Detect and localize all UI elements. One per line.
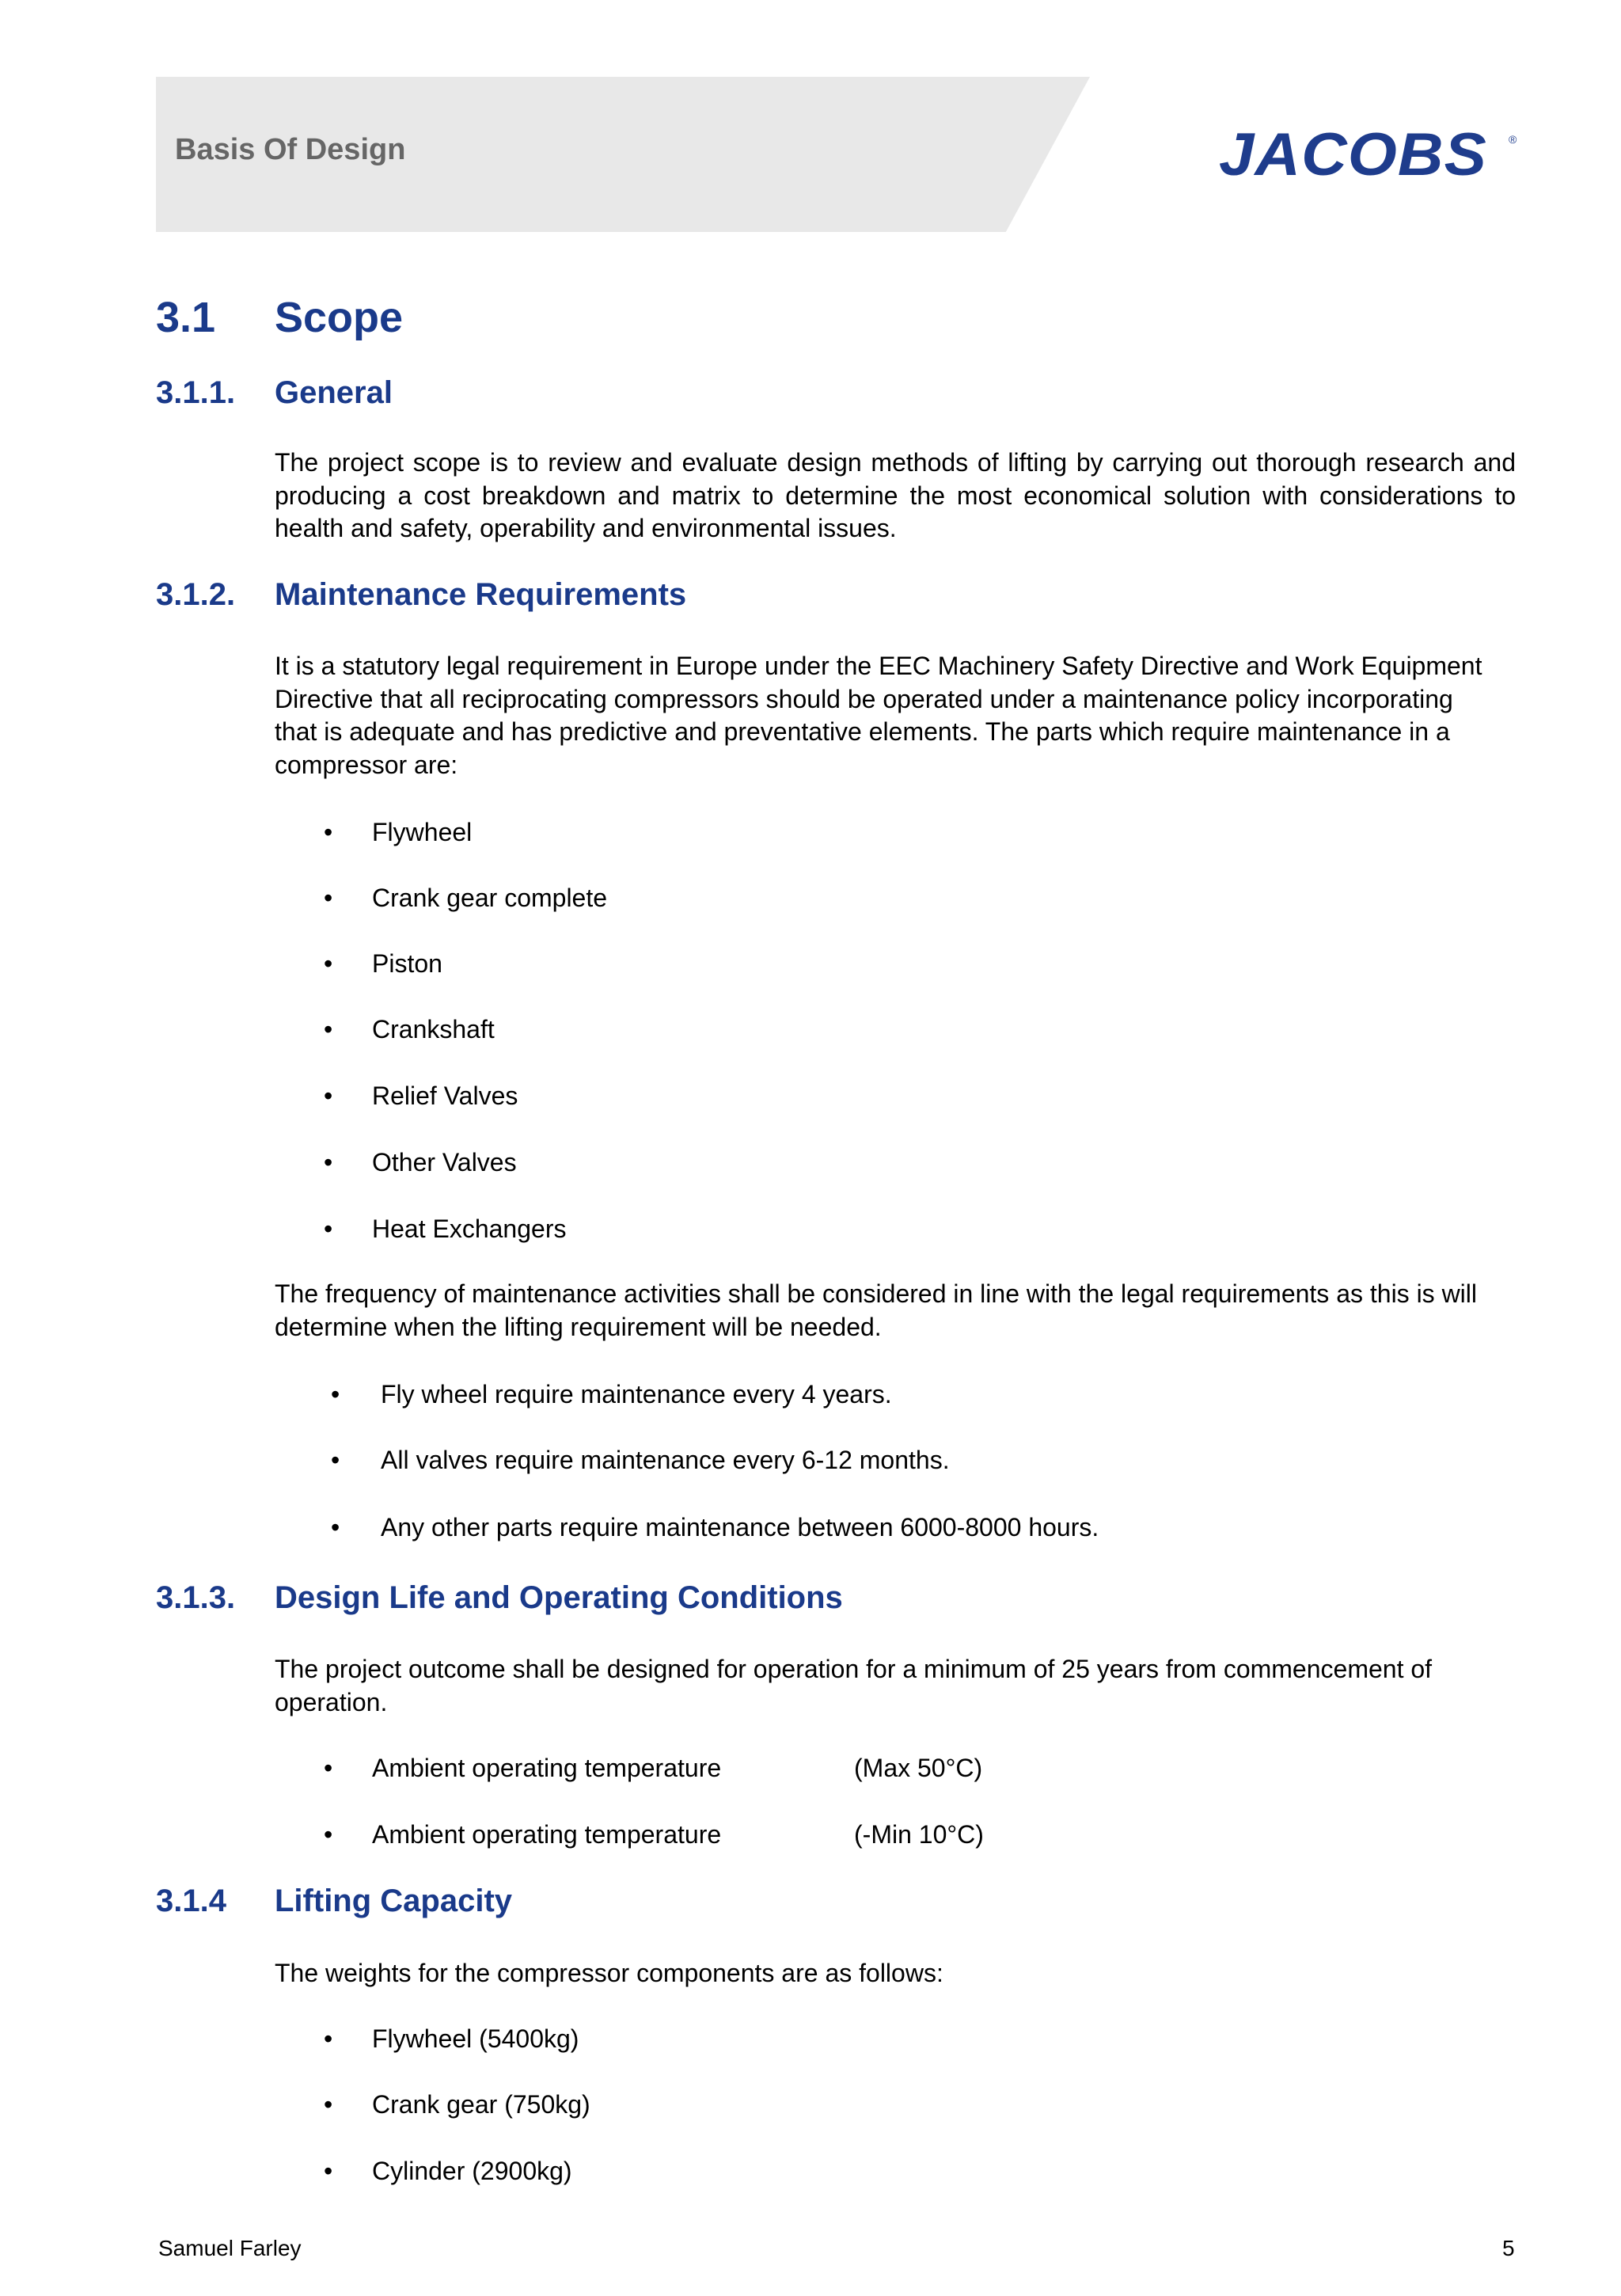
general-paragraph: The project scope is to review and evaluate design methods of lifting by carrying out thorough research and producing a cost breakdown and matrix to determine the most economical solution with considerations to health and safety, operability and environmental issues. — [275, 448, 1516, 542]
bullet-icon: • — [324, 1015, 333, 1043]
bullet-icon: • — [324, 2024, 333, 2053]
bullet-icon: • — [331, 1446, 340, 1474]
bullet-icon: • — [324, 2157, 333, 2185]
bullet-icon: • — [324, 818, 333, 846]
section-heading — [156, 293, 403, 342]
bullet-icon: • — [324, 949, 333, 978]
bullet-icon: • — [331, 1380, 340, 1408]
section-number: 3.1 — [156, 294, 216, 341]
bullet-icon: • — [324, 2090, 333, 2119]
bullet-icon: • — [324, 1215, 333, 1243]
bullet-icon: • — [324, 884, 333, 912]
bullet-icon: • — [331, 1513, 340, 1541]
design-life-number: 3.1.3. — [156, 1580, 236, 1615]
maintenance-frequency: The frequency of maintenance activities shall be considered in line with the legal requirements as this is will determine when the lifting requirement will be needed. — [275, 1279, 1477, 1341]
lifting-paragraph: The weights for the compressor components are as follows: — [275, 1959, 943, 1987]
bullet-icon: • — [324, 1754, 333, 1782]
maintenance-intro: It is a statutory legal requirement in Europe under the EEC Machinery Safety Directive and Work Equipment Directive that all reciprocating compressors should be operated under a maintenance policy incorporating that is adequate and has predictive and preventative elements. The parts which require maintenance in a compressor are: — [275, 652, 1482, 779]
section-title: Scope — [275, 294, 404, 341]
maintenance-number: 3.1.2. — [156, 577, 236, 612]
footer-page-number: 5 — [1502, 2236, 1515, 2260]
logo-registered-mark: ® — [1509, 133, 1517, 146]
design-life-paragraph: The project outcome shall be designed for operation for a minimum of 25 years from commencement of operation. — [275, 1655, 1433, 1716]
general-title: General — [275, 375, 393, 410]
bullet-icon: • — [324, 1148, 333, 1177]
header-title: Basis Of Design — [175, 133, 406, 166]
footer-author: Samuel Farley — [158, 2236, 302, 2260]
jacobs-logo: JACOBS — [1219, 121, 1487, 188]
maintenance-title: Maintenance Requirements — [275, 577, 687, 612]
bullet-icon: • — [324, 1081, 333, 1110]
lifting-number: 3.1.4 — [156, 1884, 226, 1918]
general-heading — [156, 375, 393, 411]
lifting-title: Lifting Capacity — [275, 1884, 513, 1918]
design-life-title: Design Life and Operating Conditions — [275, 1580, 843, 1615]
general-number: 3.1.1. — [156, 375, 236, 410]
lifting-heading — [156, 1884, 512, 1919]
bullet-icon: • — [324, 1820, 333, 1849]
maintenance-heading — [156, 577, 686, 613]
design-life-heading — [156, 1580, 843, 1616]
